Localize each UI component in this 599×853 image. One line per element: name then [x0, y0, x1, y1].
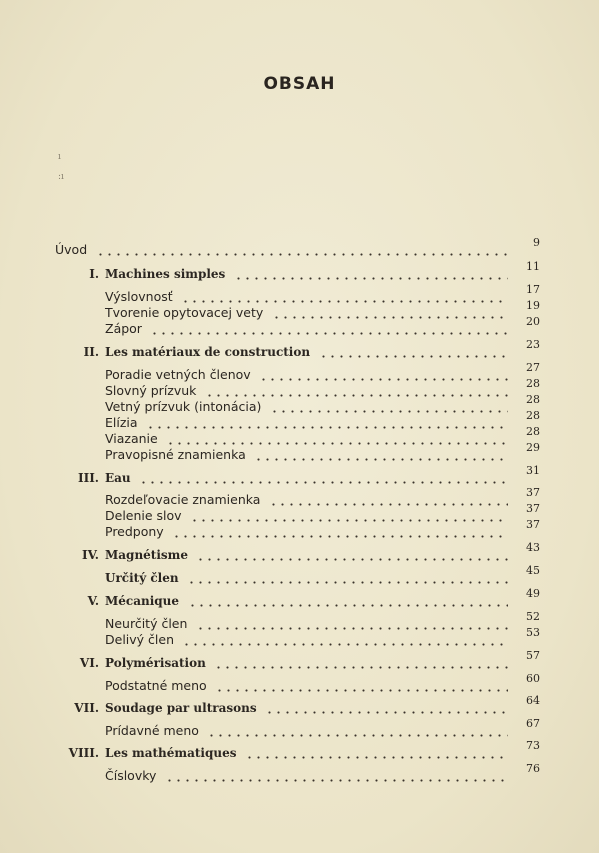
toc-entry-title: Predpony	[105, 524, 164, 539]
dot-leader	[150, 332, 508, 335]
toc-chapter-entry[interactable]	[105, 694, 540, 716]
dot-leader	[245, 756, 508, 759]
toc-entry-title: Soudage par ultrasons	[105, 701, 257, 715]
toc-section-entry[interactable]	[105, 486, 540, 508]
page-number: 64	[526, 694, 540, 707]
dot-leader	[172, 535, 508, 538]
page-number: 31	[526, 464, 540, 477]
toc-section-entry[interactable]	[105, 762, 540, 784]
toc-section-entry[interactable]	[105, 717, 540, 739]
dot-leader	[269, 503, 508, 506]
toc-section-entry[interactable]	[105, 502, 540, 524]
page-number: 28	[526, 409, 540, 422]
page-number: 37	[526, 518, 540, 531]
toc-entry-title: Delivý člen	[105, 632, 174, 647]
dot-leader	[188, 604, 508, 607]
toc-entry-title: Eau	[105, 471, 131, 485]
dot-leader	[182, 643, 508, 646]
dot-leader	[196, 627, 508, 630]
chapter-number: VIII.	[68, 746, 99, 760]
toc-chapter-entry[interactable]	[105, 541, 540, 563]
page-speck: ı	[58, 152, 61, 162]
dot-leader	[265, 711, 508, 714]
dot-leader	[259, 378, 508, 381]
page-number: 57	[526, 649, 540, 662]
dot-leader	[139, 481, 508, 484]
toc-section-entry[interactable]	[105, 299, 540, 321]
toc-entry-title: Polymérisation	[105, 656, 206, 670]
page-number: 45	[526, 564, 540, 577]
dot-leader	[254, 458, 508, 461]
toc-chapter-entry[interactable]	[105, 739, 540, 761]
toc-section-entry[interactable]	[105, 626, 540, 648]
dot-leader	[270, 410, 508, 413]
toc-section-entry[interactable]	[105, 518, 540, 540]
page-title: OBSAH	[263, 74, 336, 94]
toc-section-entry[interactable]	[105, 610, 540, 632]
toc-entry-title: Určitý člen	[105, 571, 179, 585]
dot-leader	[146, 426, 508, 429]
dot-leader	[96, 253, 508, 256]
toc-entry-title: Úvod	[55, 242, 88, 257]
toc-section-entry[interactable]	[105, 409, 540, 431]
toc-chapter-entry[interactable]	[105, 564, 540, 586]
toc-section-entry[interactable]	[105, 393, 540, 415]
toc-chapter-entry[interactable]	[105, 338, 540, 360]
toc-entry-title: Delenie slov	[105, 508, 182, 523]
page-number: 37	[526, 502, 540, 515]
toc-entry-title: Výslovnosť	[105, 289, 173, 304]
dot-leader	[272, 316, 508, 319]
dot-leader	[215, 689, 508, 692]
page-number: 20	[526, 315, 540, 328]
page-number: 9	[533, 236, 540, 249]
toc-section-entry[interactable]	[105, 315, 540, 337]
chapter-number: VI.	[79, 656, 99, 670]
toc-section-entry[interactable]	[105, 441, 540, 463]
dot-leader	[234, 277, 508, 280]
page-speck: :ı	[58, 172, 64, 182]
toc-entry-title: Vetný prízvuk (intonácia)	[105, 399, 262, 414]
toc-section-entry[interactable]	[55, 236, 540, 258]
dot-leader	[165, 779, 508, 782]
page-number: 53	[526, 626, 540, 639]
page-number: 67	[526, 717, 540, 730]
toc-section-entry[interactable]	[105, 283, 540, 305]
page-number: 60	[526, 672, 540, 685]
toc-section-entry[interactable]	[105, 672, 540, 694]
toc-entry-title: Les mathématiques	[105, 746, 237, 760]
page-number: 76	[526, 762, 540, 775]
dot-leader	[214, 666, 508, 669]
toc-entry-title: Rozdeľovacie znamienka	[105, 492, 261, 507]
chapter-number: II.	[83, 345, 99, 359]
toc-entry-title: Slovný prízvuk	[105, 383, 197, 398]
toc-chapter-entry[interactable]	[105, 587, 540, 609]
page-number: 28	[526, 377, 540, 390]
dot-leader	[187, 581, 508, 584]
page-number: 73	[526, 739, 540, 752]
toc-entry-title: Pravopisné znamienka	[105, 447, 246, 462]
dot-leader	[205, 394, 508, 397]
toc-entry-title: Magnétisme	[105, 548, 188, 562]
toc-chapter-entry[interactable]	[105, 260, 540, 282]
toc-entry-title: Podstatné meno	[105, 678, 207, 693]
page-number: 29	[526, 441, 540, 454]
page-number: 19	[526, 299, 540, 312]
dot-leader	[190, 519, 508, 522]
toc-entry-title: Mécanique	[105, 594, 180, 608]
toc-entry-title: Poradie vetných členov	[105, 367, 251, 382]
page-number: 49	[526, 587, 540, 600]
toc-entry-title: Číslovky	[105, 768, 157, 783]
page-number: 43	[526, 541, 540, 554]
toc-entry-title: Zápor	[105, 321, 142, 336]
chapter-number: IV.	[81, 548, 99, 562]
toc-entry-title: Prídavné meno	[105, 723, 199, 738]
page-number: 27	[526, 361, 540, 374]
toc-section-entry[interactable]	[105, 425, 540, 447]
toc-entry-title: Tvorenie opytovacej vety	[105, 305, 264, 320]
page-number: 28	[526, 425, 540, 438]
page-number: 52	[526, 610, 540, 623]
toc-section-entry[interactable]	[105, 361, 540, 383]
toc-chapter-entry[interactable]	[105, 464, 540, 486]
page-number: 11	[526, 260, 540, 273]
toc-entry-title: Viazanie	[105, 431, 158, 446]
dot-leader	[181, 300, 508, 303]
dot-leader	[207, 734, 508, 737]
page-number: 28	[526, 393, 540, 406]
page-number: 37	[526, 486, 540, 499]
chapter-number: V.	[87, 594, 99, 608]
toc-section-entry[interactable]	[105, 377, 540, 399]
toc-entry-title: Elízia	[105, 415, 138, 430]
dot-leader	[166, 442, 508, 445]
toc-entry-title: Neurčitý člen	[105, 616, 188, 631]
toc-entry-title: Machines simples	[105, 267, 226, 281]
chapter-number: I.	[89, 267, 99, 281]
page-number: 17	[526, 283, 540, 296]
toc-chapter-entry[interactable]	[105, 649, 540, 671]
toc-entry-title: Les matériaux de construction	[105, 345, 311, 359]
page-number: 23	[526, 338, 540, 351]
chapter-number: VII.	[74, 701, 99, 715]
dot-leader	[196, 558, 508, 561]
dot-leader	[319, 355, 508, 358]
chapter-number: III.	[77, 471, 99, 485]
